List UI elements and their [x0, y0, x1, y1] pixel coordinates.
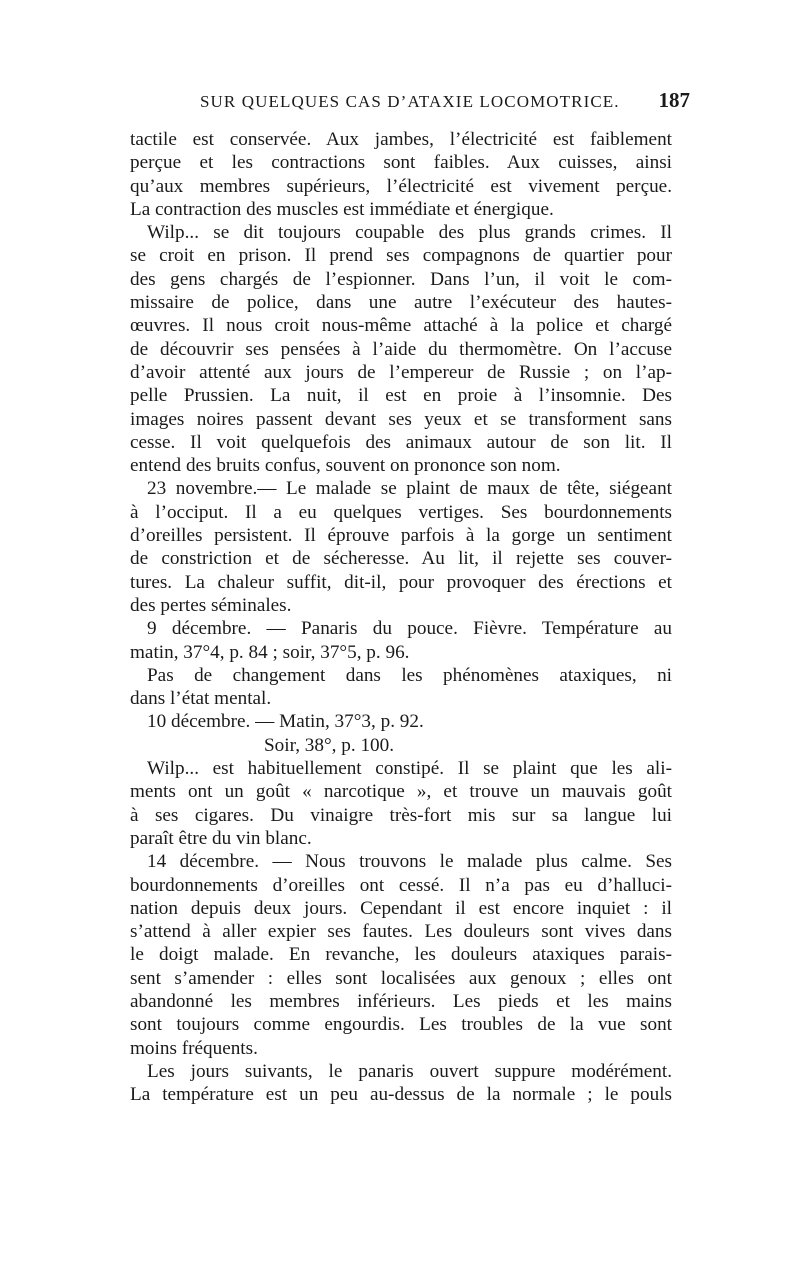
text-line: matin, 37°4, p. 84 ; soir, 37°5, p. 96. [130, 641, 410, 663]
text-line: Pas de changement dans les phénomènes ataxiques, ni [147, 664, 672, 686]
text-line: perçue et les contractions sont faibles. Aux cuisses, ainsi [130, 152, 672, 174]
text-line: sont toujours comme engourdis. Les troubles de la vue sont [130, 1014, 672, 1036]
text-line: Wilp... est habituellement constipé. Il se plaint que les ali- [147, 758, 672, 780]
text-line: moins fréquents. [130, 1037, 258, 1059]
text-line: 10 décembre. — Matin, 37°3, p. 92. [147, 711, 424, 733]
text-line: nation depuis deux jours. Cependant il est encore inquiet : il [130, 897, 672, 919]
text-line: tactile est conservée. Aux jambes, l’électricité est faiblement [130, 129, 672, 150]
text-line: Les jours suivants, le panaris ouvert suppure modérément. [147, 1060, 672, 1082]
text-line: 14 décembre. — Nous trouvons le malade plus calme. Ses [147, 851, 672, 873]
text-line: œuvres. Il nous croit nous-même attaché à la police et chargé [130, 315, 672, 337]
text-line: 9 décembre. — Panaris du pouce. Fièvre. Température au [147, 618, 672, 640]
text-line: à ses cigares. Du vinaigre très-fort mis sur sa langue lui [130, 804, 672, 826]
text-line: La contraction des muscles est immédiate et énergique. [130, 198, 554, 220]
text-line: se croit en prison. Il prend ses compagnons de quartier pour [130, 245, 672, 267]
text-line: des gens chargés de l’espionner. Dans l’un, il voit le com- [130, 268, 672, 290]
text-line: dans l’état mental. [130, 688, 272, 710]
text-line: des pertes séminales. [130, 594, 292, 616]
text-line: qu’aux membres supérieurs, l’électricité est vivement perçue. [130, 175, 672, 197]
text-line: le doigt malade. En revanche, les douleurs ataxiques parais- [130, 944, 672, 966]
running-title: SUR QUELQUES CAS D’ATAXIE LOCOMOTRICE. [200, 92, 620, 111]
text-line: de découvrir ses pensées à l’aide du thermomètre. On l’accuse [130, 338, 672, 360]
text-line: Wilp... se dit toujours coupable des plus grands crimes. Il [147, 222, 672, 244]
text-line: abandonné les membres inférieurs. Les pieds et les mains [130, 990, 672, 1012]
text-line: entend des bruits confus, souvent on prononce son nom. [130, 455, 561, 477]
text-line: sent s’amender : elles sont localisées aux genoux ; elles ont [130, 967, 672, 989]
text-line: missaire de police, dans une autre l’exécuteur des hautes- [130, 292, 672, 314]
text-line: à l’occiput. Il a eu quelques vertiges. Ses bourdonnements [130, 501, 672, 523]
text-line: tures. La chaleur suffit, dit-il, pour provoquer des érections et [130, 571, 672, 593]
text-line: images noires passent devant ses yeux et se transforment sans [130, 408, 672, 430]
text-line: s’attend à aller expier ses fautes. Les douleurs sont vives dans [130, 921, 672, 943]
text-line: Soir, 38°, p. 100. [264, 734, 395, 756]
text-line: 23 novembre.— Le malade se plaint de maux de tête, siégeant [147, 478, 672, 500]
text-line: pelle Prussien. La nuit, il est en proie à l’insomnie. Des [130, 385, 672, 407]
body-text [130, 128, 672, 1106]
text-line: paraît être du vin blanc. [130, 827, 312, 849]
text-line: d’oreilles persistent. Il éprouve parfois à la gorge un sentiment [130, 525, 672, 547]
text-line: La température est un peu au-dessus de la normale ; le pouls [130, 1084, 672, 1106]
text-line: d’avoir attenté aux jours de l’empereur de Russie ; on l’ap- [130, 361, 672, 383]
text-line: cesse. Il voit quelquefois des animaux autour de son lit. Il [130, 431, 672, 453]
page-number: 187 [658, 88, 690, 112]
text-line: ments ont un goût « narcotique », et trouve un mauvais goût [130, 781, 672, 803]
text-line: bourdonnements d’oreilles ont cessé. Il n’a pas eu d’halluci- [130, 874, 672, 896]
text-line: de constriction et de sécheresse. Au lit, il rejette ses couver- [130, 548, 672, 570]
